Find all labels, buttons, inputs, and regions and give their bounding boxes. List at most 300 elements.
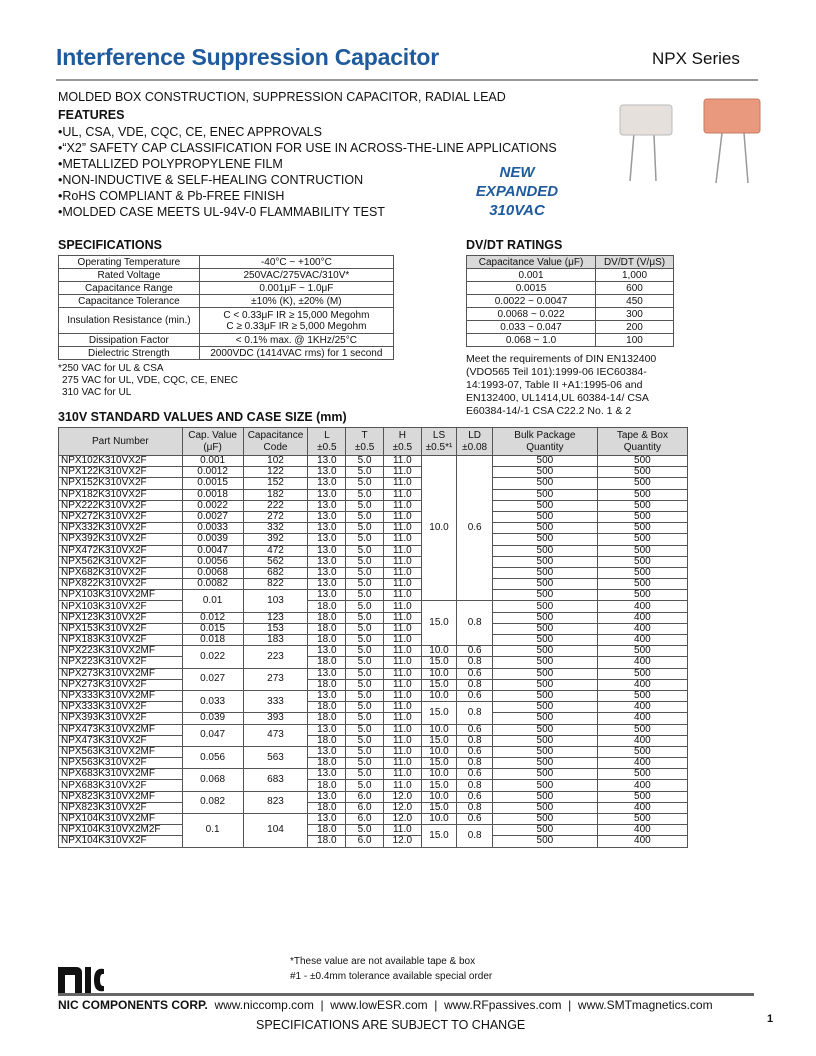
table-row <box>59 825 688 836</box>
bulk-qty-cell: 500 <box>492 456 597 467</box>
part-number-cell: NPX273K310VX2F <box>59 679 183 690</box>
thickness-cell: 5.0 <box>346 668 384 679</box>
thickness-cell: 6.0 <box>346 791 384 802</box>
specifications-heading: SPECIFICATIONS <box>58 238 162 252</box>
table-row <box>59 478 688 489</box>
tape-box-qty-cell: 500 <box>597 467 687 478</box>
table-row <box>467 308 674 321</box>
bulk-qty-cell: 500 <box>492 702 597 713</box>
length-cell: 18.0 <box>308 612 346 623</box>
lead-diameter-cell: 0.6 <box>457 769 493 780</box>
part-number-cell: NPX473K310VX2F <box>59 735 183 746</box>
bulk-qty-cell: 500 <box>492 802 597 813</box>
part-number-cell: NPX153K310VX2F <box>59 623 183 634</box>
company-name: NIC COMPONENTS CORP. <box>58 998 208 1012</box>
note-line: 275 VAC for UL, VDE, CQC, CE, ENEC <box>62 375 238 386</box>
height-cell: 11.0 <box>383 713 421 724</box>
lead-diameter-cell: 0.8 <box>457 601 493 646</box>
thickness-cell: 5.0 <box>346 690 384 701</box>
part-number-cell: NPX223K310VX2F <box>59 657 183 668</box>
table-header-row <box>467 256 674 269</box>
length-cell: 13.0 <box>308 478 346 489</box>
part-number-cell: NPX472K310VX2F <box>59 545 183 556</box>
dvdt-cell: 600 <box>596 282 674 295</box>
table-row <box>59 295 394 308</box>
height-cell: 11.0 <box>383 746 421 757</box>
table-row <box>59 456 688 467</box>
thickness-cell: 5.0 <box>346 601 384 612</box>
table-row <box>59 511 688 522</box>
thickness-cell: 5.0 <box>346 635 384 646</box>
table-row <box>59 702 688 713</box>
part-number-cell: NPX682K310VX2F <box>59 567 183 578</box>
cap-value-cell: 0.022 <box>182 646 243 668</box>
tape-box-qty-cell: 500 <box>597 523 687 534</box>
tape-box-qty-cell: 500 <box>597 579 687 590</box>
capacitor-product-image <box>612 93 762 185</box>
thickness-cell: 6.0 <box>346 836 384 847</box>
tape-box-qty-cell: 500 <box>597 500 687 511</box>
nic-logo-icon <box>58 963 106 993</box>
spec-value-line: C < 0.33μF IR ≥ 15,000 Megohm <box>223 309 370 321</box>
compliance-note: Meet the requirements of DIN EN132400 (VDO565 Teil 101):1999-06 IEC60384-14:1993-07, Table II +A1:1995-06 and EN132400, UL1414,UL 60384-14/ CSA E60384-14/-1 CSA C22.2 No. 1 & 2 <box>466 353 657 417</box>
height-cell: 11.0 <box>383 545 421 556</box>
cap-cell: 0.033 ~ 0.047 <box>467 321 596 334</box>
cap-value-cell: 0.082 <box>182 791 243 813</box>
length-cell: 13.0 <box>308 769 346 780</box>
bulk-qty-cell: 500 <box>492 511 597 522</box>
table-row <box>59 334 394 347</box>
height-cell: 12.0 <box>383 814 421 825</box>
bulk-qty-cell: 500 <box>492 791 597 802</box>
bulk-qty-cell: 500 <box>492 545 597 556</box>
table-row <box>59 590 688 601</box>
spec-label: Insulation Resistance (min.) <box>59 308 200 334</box>
height-cell: 11.0 <box>383 511 421 522</box>
length-cell: 13.0 <box>308 746 346 757</box>
part-number-cell: NPX332K310VX2F <box>59 523 183 534</box>
disclaimer: SPECIFICATIONS ARE SUBJECT TO CHANGE <box>256 1018 526 1032</box>
part-number-cell: NPX122K310VX2F <box>59 467 183 478</box>
table-row <box>59 579 688 590</box>
tape-box-qty-cell: 500 <box>597 646 687 657</box>
tape-box-qty-cell: 500 <box>597 746 687 757</box>
header-divider <box>56 79 758 81</box>
lead-spacing-cell: 10.0 <box>421 791 457 802</box>
bulk-qty-cell: 500 <box>492 769 597 780</box>
cap-value-cell: 0.0033 <box>182 523 243 534</box>
tape-box-qty-cell: 400 <box>597 713 687 724</box>
footnotes <box>290 954 492 984</box>
part-number-cell: NPX473K310VX2MF <box>59 724 183 735</box>
thickness-cell: 5.0 <box>346 456 384 467</box>
thickness-cell: 5.0 <box>346 467 384 478</box>
height-cell: 11.0 <box>383 825 421 836</box>
height-cell: 11.0 <box>383 456 421 467</box>
length-cell: 13.0 <box>308 590 346 601</box>
thickness-cell: 5.0 <box>346 657 384 668</box>
height-cell: 11.0 <box>383 657 421 668</box>
bulk-qty-cell: 500 <box>492 590 597 601</box>
tape-box-qty-cell: 400 <box>597 612 687 623</box>
length-cell: 13.0 <box>308 500 346 511</box>
dvdt-cell: 200 <box>596 321 674 334</box>
table-row <box>59 282 394 295</box>
page-number: 1 <box>767 1013 774 1025</box>
height-cell: 11.0 <box>383 679 421 690</box>
height-cell: 11.0 <box>383 769 421 780</box>
length-cell: 13.0 <box>308 668 346 679</box>
column-header: DV/DT (V/μS) <box>596 256 674 269</box>
table-row <box>59 500 688 511</box>
thickness-cell: 5.0 <box>346 511 384 522</box>
bulk-qty-cell: 500 <box>492 579 597 590</box>
cap-value-cell: 0.0047 <box>182 545 243 556</box>
table-row <box>59 534 688 545</box>
thickness-cell: 5.0 <box>346 478 384 489</box>
cap-value-cell: 0.068 <box>182 769 243 791</box>
tape-box-qty-cell: 400 <box>597 780 687 791</box>
length-cell: 13.0 <box>308 456 346 467</box>
standard-values-table <box>58 427 688 848</box>
thickness-cell: 5.0 <box>346 702 384 713</box>
specifications-table <box>58 255 394 360</box>
spec-value-line: C ≥ 0.33μF IR ≥ 5,000 Megohm <box>226 320 367 332</box>
tape-box-qty-cell: 400 <box>597 825 687 836</box>
cap-value-cell: 0.039 <box>182 713 243 724</box>
thickness-cell: 5.0 <box>346 769 384 780</box>
thickness-cell: 5.0 <box>346 556 384 567</box>
cap-value-cell: 0.056 <box>182 746 243 768</box>
thickness-cell: 5.0 <box>346 713 384 724</box>
tape-box-qty-cell: 500 <box>597 456 687 467</box>
cap-code-cell: 273 <box>243 668 308 690</box>
length-cell: 18.0 <box>308 702 346 713</box>
lead-spacing-cell: 15.0 <box>421 825 457 847</box>
lead-diameter-cell: 0.8 <box>457 825 493 847</box>
height-cell: 11.0 <box>383 601 421 612</box>
part-number-cell: NPX104K310VX2F <box>59 836 183 847</box>
height-cell: 12.0 <box>383 836 421 847</box>
lead-diameter-cell: 0.8 <box>457 679 493 690</box>
lead-spacing-cell: 15.0 <box>421 802 457 813</box>
table-row <box>59 791 688 802</box>
tape-box-qty-cell: 400 <box>597 758 687 769</box>
lead-diameter-cell: 0.6 <box>457 791 493 802</box>
table-row <box>467 269 674 282</box>
part-number-cell: NPX333K310VX2MF <box>59 690 183 701</box>
cap-value-cell: 0.027 <box>182 668 243 690</box>
column-header: L ±0.5 <box>308 428 346 456</box>
cap-value-cell: 0.0039 <box>182 534 243 545</box>
dvdt-cell: 300 <box>596 308 674 321</box>
bulk-qty-cell: 500 <box>492 668 597 679</box>
tape-box-qty-cell: 500 <box>597 534 687 545</box>
spec-label: Capacitance Tolerance <box>59 295 200 308</box>
length-cell: 18.0 <box>308 601 346 612</box>
height-cell: 11.0 <box>383 500 421 511</box>
dvdt-table <box>466 255 674 347</box>
part-number-cell: NPX222K310VX2F <box>59 500 183 511</box>
lead-diameter-cell: 0.6 <box>457 746 493 757</box>
length-cell: 13.0 <box>308 814 346 825</box>
tape-box-qty-cell: 400 <box>597 623 687 634</box>
series-name: NPX Series <box>652 49 740 68</box>
tape-box-qty-cell: 400 <box>597 635 687 646</box>
length-cell: 18.0 <box>308 635 346 646</box>
tape-box-qty-cell: 500 <box>597 556 687 567</box>
lead-diameter-cell: 0.6 <box>457 690 493 701</box>
length-cell: 18.0 <box>308 679 346 690</box>
part-number-cell: NPX182K310VX2F <box>59 489 183 500</box>
cap-code-cell: 333 <box>243 690 308 712</box>
spec-value: 250VAC/275VAC/310V* <box>199 269 393 282</box>
page-title: Interference Suppression Capacitor <box>56 44 440 70</box>
lead-spacing-cell: 10.0 <box>421 668 457 679</box>
features-heading: FEATURES <box>58 108 125 122</box>
spec-value: < 0.1% max. @ 1KHz/25°C <box>199 334 393 347</box>
bulk-qty-cell: 500 <box>492 724 597 735</box>
cap-code-cell: 122 <box>243 467 308 478</box>
table-row <box>467 321 674 334</box>
spec-label: Capacitance Range <box>59 282 200 295</box>
thickness-cell: 5.0 <box>346 579 384 590</box>
table-row <box>59 668 688 679</box>
table-row <box>59 635 688 646</box>
bulk-qty-cell: 500 <box>492 679 597 690</box>
length-cell: 13.0 <box>308 489 346 500</box>
lead-spacing-cell: 15.0 <box>421 601 457 646</box>
table-row <box>59 523 688 534</box>
subtitle: MOLDED BOX CONSTRUCTION, SUPPRESSION CAPACITOR, RADIAL LEAD <box>58 90 506 104</box>
height-cell: 11.0 <box>383 489 421 500</box>
table-header-row <box>59 428 688 456</box>
footer-divider <box>58 993 754 996</box>
lead-diameter-cell: 0.6 <box>457 456 493 601</box>
cap-value-cell: 0.0082 <box>182 579 243 590</box>
thickness-cell: 5.0 <box>346 545 384 556</box>
table-row <box>467 295 674 308</box>
note-line: 310 VAC for UL <box>62 387 132 398</box>
lead-spacing-cell: 15.0 <box>421 735 457 746</box>
part-number-cell: NPX562K310VX2F <box>59 556 183 567</box>
part-number-cell: NPX103K310VX2MF <box>59 590 183 601</box>
height-cell: 11.0 <box>383 623 421 634</box>
bulk-qty-cell: 500 <box>492 657 597 668</box>
cap-code-cell: 332 <box>243 523 308 534</box>
cap-value-cell: 0.1 <box>182 814 243 848</box>
table-row <box>59 308 394 334</box>
thickness-cell: 6.0 <box>346 802 384 813</box>
tape-box-qty-cell: 500 <box>597 567 687 578</box>
part-number-cell: NPX683K310VX2MF <box>59 769 183 780</box>
lead-spacing-cell: 10.0 <box>421 769 457 780</box>
cap-code-cell: 823 <box>243 791 308 813</box>
table-row <box>59 758 688 769</box>
thickness-cell: 5.0 <box>346 590 384 601</box>
note-line: *250 VAC for UL & CSA <box>58 363 164 374</box>
cap-value-cell: 0.0012 <box>182 467 243 478</box>
height-cell: 11.0 <box>383 646 421 657</box>
thickness-cell: 5.0 <box>346 746 384 757</box>
badge-line: EXPANDED <box>475 183 559 200</box>
length-cell: 18.0 <box>308 713 346 724</box>
tape-box-qty-cell: 400 <box>597 836 687 847</box>
thickness-cell: 5.0 <box>346 489 384 500</box>
thickness-cell: 5.0 <box>346 679 384 690</box>
thickness-cell: 5.0 <box>346 724 384 735</box>
cap-code-cell: 563 <box>243 746 308 768</box>
cap-value-cell: 0.0027 <box>182 511 243 522</box>
cap-code-cell: 822 <box>243 579 308 590</box>
height-cell: 11.0 <box>383 579 421 590</box>
tape-box-qty-cell: 400 <box>597 679 687 690</box>
height-cell: 11.0 <box>383 590 421 601</box>
table-row <box>59 679 688 690</box>
footnote: *These value are not available tape & box <box>290 956 476 967</box>
lead-diameter-cell: 0.8 <box>457 702 493 724</box>
tape-box-qty-cell: 400 <box>597 802 687 813</box>
column-header: LD ±0.08 <box>457 428 493 456</box>
table-row <box>59 623 688 634</box>
tape-box-qty-cell: 500 <box>597 724 687 735</box>
lead-spacing-cell: 10.0 <box>421 814 457 825</box>
part-number-cell: NPX183K310VX2F <box>59 635 183 646</box>
table-row <box>59 567 688 578</box>
tape-box-qty-cell: 500 <box>597 668 687 679</box>
part-number-cell: NPX273K310VX2MF <box>59 668 183 679</box>
spec-value: 2000VDC (1414VAC rms) for 1 second <box>199 347 393 360</box>
thickness-cell: 5.0 <box>346 646 384 657</box>
lead-spacing-cell: 15.0 <box>421 679 457 690</box>
bulk-qty-cell: 500 <box>492 646 597 657</box>
lead-spacing-cell: 10.0 <box>421 456 457 601</box>
cap-value-cell: 0.0022 <box>182 500 243 511</box>
table-row <box>59 814 688 825</box>
cap-code-cell: 562 <box>243 556 308 567</box>
height-cell: 12.0 <box>383 791 421 802</box>
lead-spacing-cell: 15.0 <box>421 780 457 791</box>
cap-code-cell: 104 <box>243 814 308 848</box>
cap-cell: 0.0015 <box>467 282 596 295</box>
part-number-cell: NPX563K310VX2MF <box>59 746 183 757</box>
spec-value: ±10% (K), ±20% (M) <box>199 295 393 308</box>
tape-box-qty-cell: 500 <box>597 769 687 780</box>
dvdt-cell: 1,000 <box>596 269 674 282</box>
cap-value-cell: 0.047 <box>182 724 243 746</box>
lead-diameter-cell: 0.8 <box>457 758 493 769</box>
part-number-cell: NPX223K310VX2MF <box>59 646 183 657</box>
column-header: H ±0.5 <box>383 428 421 456</box>
table-row <box>59 735 688 746</box>
company-links: www.niccomp.com | www.lowESR.com | www.RFpassives.com | www.SMTmagnetics.com <box>214 998 713 1012</box>
cap-code-cell: 152 <box>243 478 308 489</box>
thickness-cell: 5.0 <box>346 523 384 534</box>
bulk-qty-cell: 500 <box>492 523 597 534</box>
spec-value: 0.001μF ~ 1.0μF <box>199 282 393 295</box>
cap-cell: 0.001 <box>467 269 596 282</box>
table-row <box>59 545 688 556</box>
table-row <box>59 467 688 478</box>
bulk-qty-cell: 500 <box>492 467 597 478</box>
tape-box-qty-cell: 400 <box>597 735 687 746</box>
cap-value-cell: 0.012 <box>182 612 243 623</box>
thickness-cell: 5.0 <box>346 780 384 791</box>
height-cell: 11.0 <box>383 780 421 791</box>
feature-item: • UL, CSA, VDE, CQC, CE, ENEC APPROVALS <box>58 124 557 140</box>
column-header: T ±0.5 <box>346 428 384 456</box>
bulk-qty-cell: 500 <box>492 825 597 836</box>
bulk-qty-cell: 500 <box>492 556 597 567</box>
tape-box-qty-cell: 500 <box>597 814 687 825</box>
table-row <box>59 256 394 269</box>
height-cell: 11.0 <box>383 724 421 735</box>
thickness-cell: 5.0 <box>346 825 384 836</box>
lead-spacing-cell: 15.0 <box>421 702 457 724</box>
table-row <box>59 601 688 612</box>
lead-diameter-cell: 0.6 <box>457 814 493 825</box>
feature-item: • MOLDED CASE MEETS UL-94V-0 FLAMMABILITY TEST <box>58 204 557 220</box>
length-cell: 18.0 <box>308 735 346 746</box>
table-row <box>59 713 688 724</box>
length-cell: 13.0 <box>308 690 346 701</box>
length-cell: 18.0 <box>308 657 346 668</box>
part-number-cell: NPX123K310VX2F <box>59 612 183 623</box>
lead-spacing-cell: 15.0 <box>421 758 457 769</box>
tape-box-qty-cell: 400 <box>597 601 687 612</box>
thickness-cell: 5.0 <box>346 500 384 511</box>
height-cell: 11.0 <box>383 758 421 769</box>
tape-box-qty-cell: 500 <box>597 478 687 489</box>
cap-value-cell: 0.033 <box>182 690 243 712</box>
column-header: Capacitance Value (μF) <box>467 256 596 269</box>
length-cell: 13.0 <box>308 724 346 735</box>
length-cell: 13.0 <box>308 545 346 556</box>
cap-code-cell: 182 <box>243 489 308 500</box>
height-cell: 11.0 <box>383 556 421 567</box>
part-number-cell: NPX152K310VX2F <box>59 478 183 489</box>
spec-label: Operating Temperature <box>59 256 200 269</box>
feature-item: • NON-INDUCTIVE & SELF-HEALING CONTRUCTION <box>58 172 557 188</box>
new-expanded-badge <box>452 163 582 220</box>
table-row <box>59 724 688 735</box>
badge-line: NEW <box>499 164 535 181</box>
feature-item: • METALLIZED POLYPROPYLENE FILM <box>58 156 557 172</box>
length-cell: 13.0 <box>308 556 346 567</box>
lead-diameter-cell: 0.8 <box>457 802 493 813</box>
height-cell: 11.0 <box>383 612 421 623</box>
table-row <box>59 489 688 500</box>
height-cell: 12.0 <box>383 802 421 813</box>
table-row <box>59 690 688 701</box>
footnote: #1 - ±0.4mm tolerance available special order <box>290 971 493 982</box>
tape-box-qty-cell: 500 <box>597 545 687 556</box>
part-number-cell: NPX822K310VX2F <box>59 579 183 590</box>
standard-values-body <box>59 456 688 848</box>
lead-diameter-cell: 0.6 <box>457 724 493 735</box>
part-number-cell: NPX823K310VX2F <box>59 802 183 813</box>
table-row <box>59 556 688 567</box>
length-cell: 13.0 <box>308 567 346 578</box>
table-row <box>59 657 688 668</box>
height-cell: 11.0 <box>383 668 421 679</box>
cap-code-cell: 102 <box>243 456 308 467</box>
length-cell: 18.0 <box>308 825 346 836</box>
cap-code-cell: 682 <box>243 567 308 578</box>
cap-value-cell: 0.0018 <box>182 489 243 500</box>
bulk-qty-cell: 500 <box>492 814 597 825</box>
cap-code-cell: 683 <box>243 769 308 791</box>
